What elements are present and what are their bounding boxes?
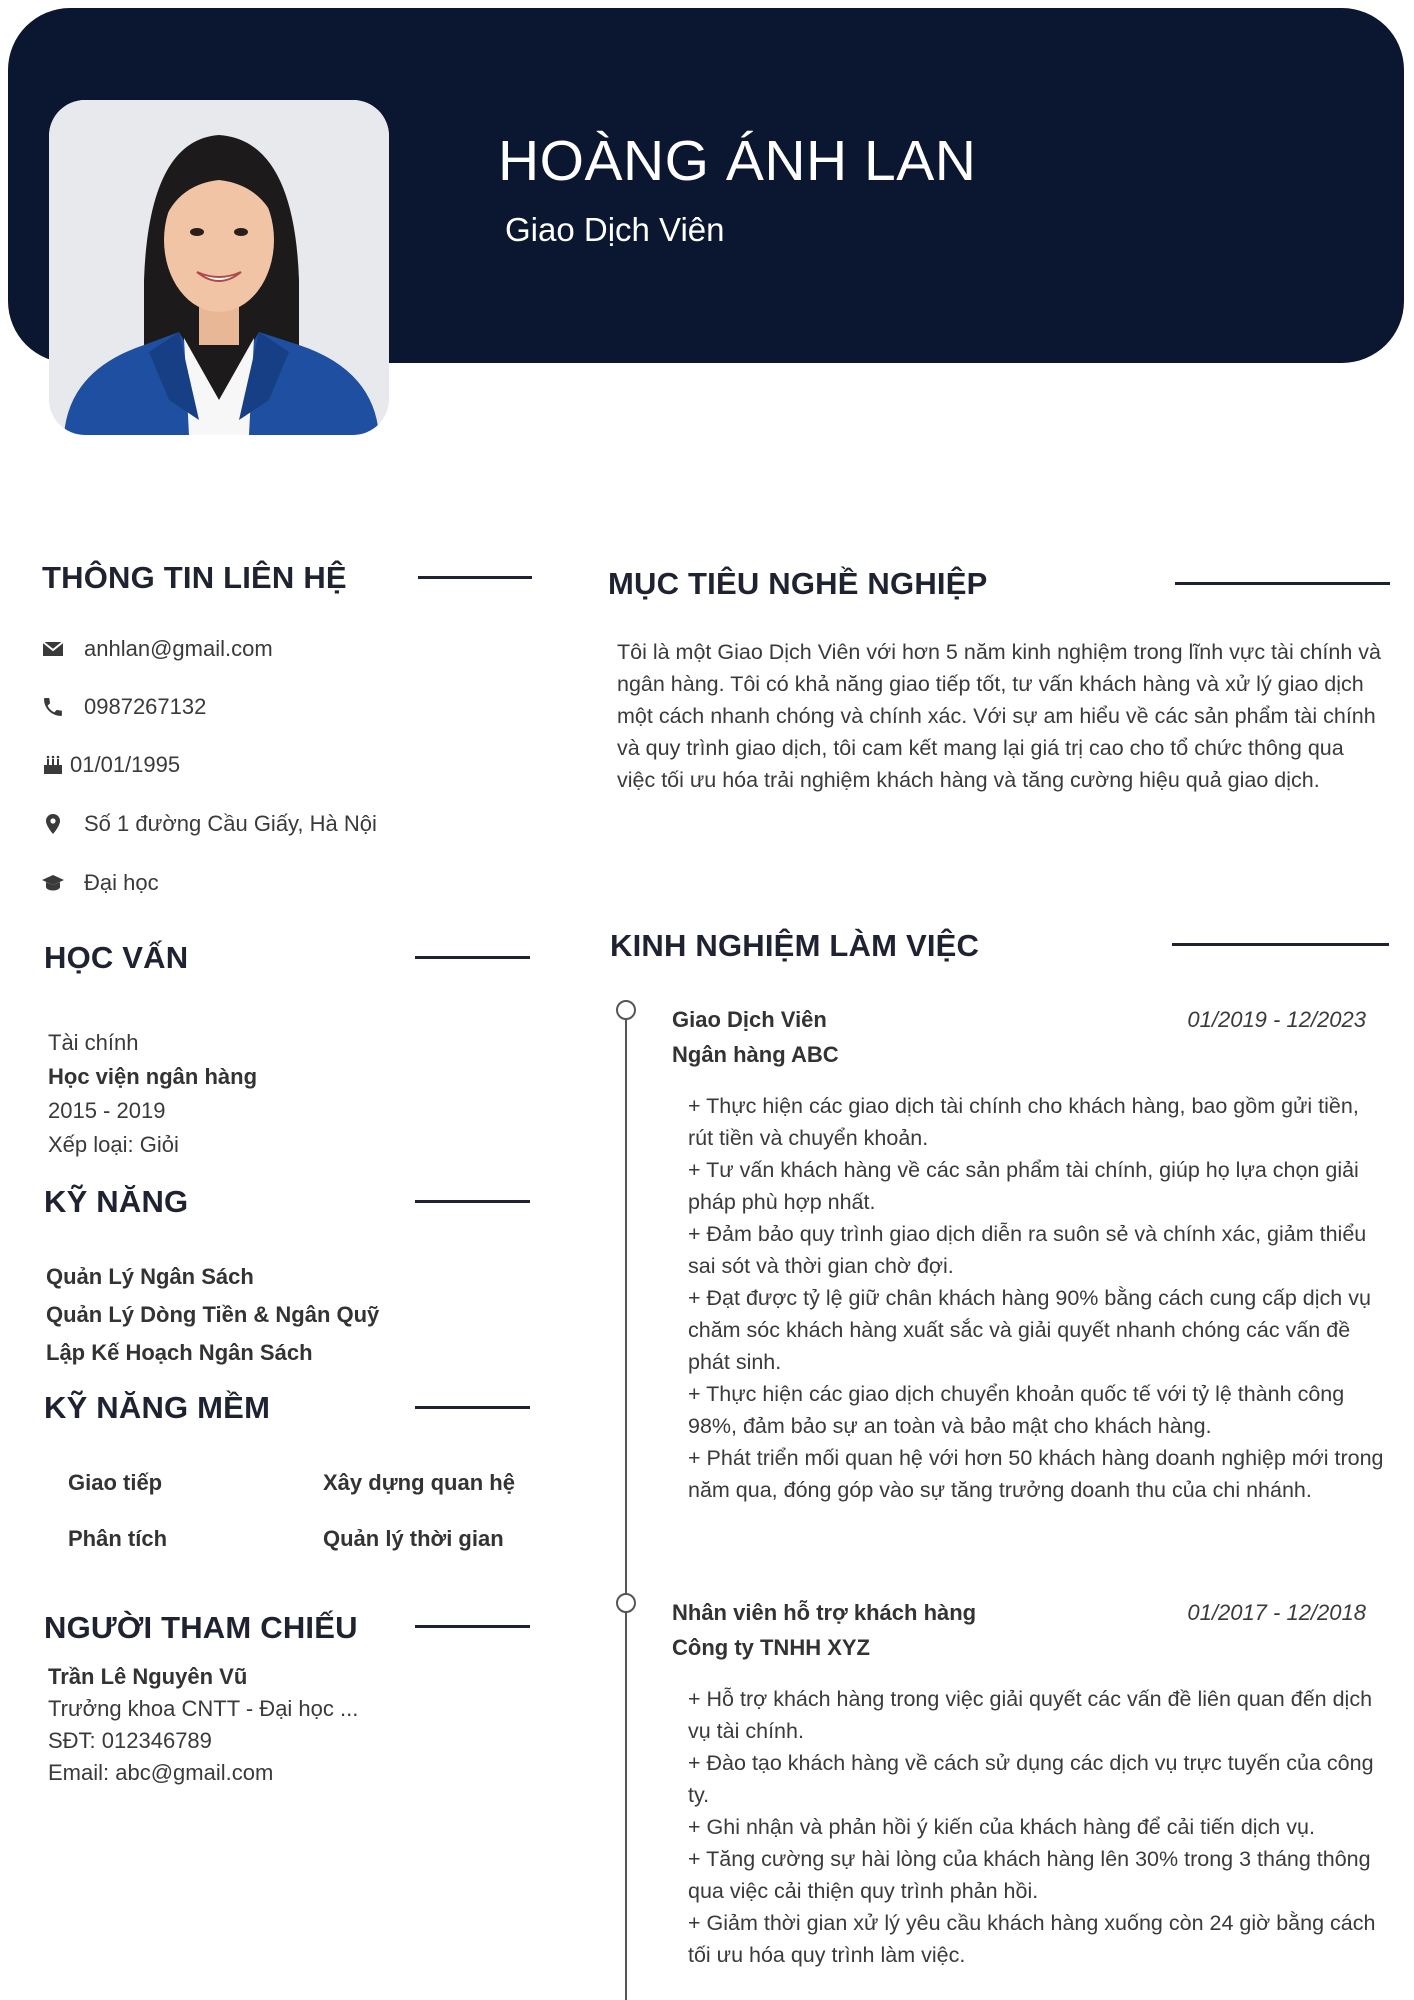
portrait-illustration bbox=[49, 100, 389, 435]
soft-skill-item: Phân tích bbox=[68, 1526, 168, 1551]
envelope-icon bbox=[40, 636, 66, 662]
candidate-job-title: Giao Dịch Viên bbox=[505, 211, 725, 248]
skill-item: Lập Kế Hoạch Ngân Sách bbox=[46, 1340, 313, 1365]
job-duty-item: + Tăng cường sự hài lòng của khách hàng lên 30% trong 3 tháng thông qua việc cải thiện quy trình phản hồi. bbox=[688, 1847, 1371, 1903]
candidate-name: HOÀNG ÁNH LAN bbox=[498, 129, 977, 193]
job-duty-item: + Thực hiện các giao dịch chuyển khoản quốc tế với tỷ lệ thành công 98%, đảm bảo sự an toàn và bảo mật cho khách hàng. bbox=[688, 1382, 1345, 1438]
education-heading: HỌC VẤN bbox=[44, 940, 189, 975]
reference-email[interactable]: Email: abc@gmail.com bbox=[48, 1760, 274, 1785]
timeline-dot bbox=[616, 1593, 636, 1613]
reference-phone: SĐT: 012346789 bbox=[48, 1728, 212, 1753]
education-years: 2015 - 2019 bbox=[48, 1098, 166, 1123]
reference-role: Trưởng khoa CNTT - Đại học ... bbox=[48, 1696, 359, 1721]
reference-name: Trần Lê Nguyên Vũ bbox=[48, 1664, 248, 1689]
education-heading-rule bbox=[415, 956, 530, 959]
soft-skill-item: Xây dựng quan hệ bbox=[323, 1470, 515, 1495]
job-duty-item: + Giảm thời gian xử lý yêu cầu khách hàng xuống còn 24 giờ bằng cách tối ưu hóa quy trình làm việc. bbox=[688, 1911, 1376, 1967]
job-company: Công ty TNHH XYZ bbox=[672, 1635, 870, 1660]
job-duty-item: + Ghi nhận và phản hồi ý kiến của khách hàng để cải tiến dịch vụ. bbox=[688, 1815, 1315, 1839]
soft-skills-heading-rule bbox=[415, 1406, 530, 1409]
job-position: Giao Dịch Viên bbox=[672, 1007, 827, 1032]
job-company: Ngân hàng ABC bbox=[672, 1042, 839, 1067]
contact-email-row bbox=[40, 636, 273, 662]
soft-skill-item: Quản lý thời gian bbox=[323, 1526, 504, 1551]
soft-skill-item: Giao tiếp bbox=[68, 1470, 163, 1495]
contact-birthday: 01/01/1995 bbox=[70, 752, 181, 777]
reference-heading-rule bbox=[415, 1625, 530, 1628]
contact-phone-row bbox=[40, 694, 206, 720]
education-school: Học viện ngân hàng bbox=[48, 1064, 258, 1089]
job-duties-list bbox=[688, 1683, 1388, 1971]
contact-phone[interactable]: 0987267132 bbox=[84, 694, 207, 719]
education-major: Tài chính bbox=[48, 1030, 139, 1055]
soft-skills-heading: KỸ NĂNG MỀM bbox=[44, 1390, 271, 1425]
experience-heading-rule bbox=[1172, 943, 1389, 946]
timeline-dot bbox=[616, 1000, 636, 1020]
skills-heading: KỸ NĂNG bbox=[44, 1184, 189, 1219]
objective-heading: MỤC TIÊU NGHỀ NGHIỆP bbox=[608, 566, 988, 601]
contact-heading: THÔNG TIN LIÊN HỆ bbox=[42, 560, 347, 595]
experience-timeline bbox=[625, 1006, 627, 2000]
job-period: 01/2017 - 12/2018 bbox=[1187, 1600, 1366, 1625]
job-duties-list bbox=[688, 1090, 1388, 1506]
job-duty-item: + Đạt được tỷ lệ giữ chân khách hàng 90% bằng cách cung cấp dịch vụ chăm sóc khách hàng xuất sắc và giải quyết nhanh chóng các vấn đề phát sinh. bbox=[688, 1286, 1371, 1374]
contact-email[interactable]: anhlan@gmail.com bbox=[84, 636, 273, 661]
skill-item: Quản Lý Ngân Sách bbox=[46, 1264, 254, 1289]
contact-degree: Đại học bbox=[84, 870, 159, 895]
education-grade: Xếp loại: Giỏi bbox=[48, 1132, 179, 1157]
profile-photo bbox=[49, 100, 389, 435]
contact-address-row bbox=[40, 811, 377, 837]
graduation-cap-icon bbox=[40, 870, 66, 896]
job-position: Nhân viên hỗ trợ khách hàng bbox=[672, 1600, 977, 1625]
job-duty-item: + Đảm bảo quy trình giao dịch diễn ra suôn sẻ và chính xác, giảm thiểu sai sót và thời gian chờ đợi. bbox=[688, 1222, 1367, 1278]
objective-heading-rule bbox=[1175, 582, 1390, 585]
skill-item: Quản Lý Dòng Tiền & Ngân Quỹ bbox=[46, 1302, 380, 1327]
skills-heading-rule bbox=[415, 1200, 530, 1203]
contact-address: Số 1 đường Cầu Giấy, Hà Nội bbox=[84, 811, 377, 836]
reference-heading: NGƯỜI THAM CHIẾU bbox=[44, 1610, 358, 1645]
job-duty-item: + Đào tạo khách hàng về cách sử dụng các dịch vụ trực tuyến của công ty. bbox=[688, 1751, 1374, 1807]
birthday-cake-icon bbox=[40, 752, 66, 778]
job-duty-item: + Hỗ trợ khách hàng trong việc giải quyết các vấn đề liên quan đến dịch vụ tài chính. bbox=[688, 1687, 1373, 1743]
contact-heading-rule bbox=[418, 576, 532, 579]
contact-degree-row bbox=[40, 870, 159, 896]
job-duty-item: + Tư vấn khách hàng về các sản phẩm tài chính, giúp họ lựa chọn giải pháp phù hợp nhất. bbox=[688, 1158, 1359, 1214]
objective-text: Tôi là một Giao Dịch Viên với hơn 5 năm kinh nghiệm trong lĩnh vực tài chính và ngân hàng. Tôi có khả năng giao tiếp tốt, tư vấn khách hàng và xử lý giao dịch một cách nhanh chóng và chính xác. Với sự am hiểu về các sản phẩm tài chính và quy trình giao dịch, tôi cam kết mang lại giá trị cao cho tổ chức thông qua việc tối ưu hóa trải nghiệm khách hàng và tăng cường hiệu quả giao dịch. bbox=[617, 640, 1382, 792]
phone-icon bbox=[40, 694, 66, 720]
contact-birthday-row bbox=[40, 752, 180, 778]
job-duty-item: + Phát triển mối quan hệ với hơn 50 khách hàng doanh nghiệp mới trong năm qua, đóng góp vào sự tăng trưởng doanh thu của chi nhánh. bbox=[688, 1446, 1384, 1502]
job-period: 01/2019 - 12/2023 bbox=[1187, 1007, 1366, 1032]
map-pin-icon bbox=[40, 811, 66, 837]
job-duty-item: + Thực hiện các giao dịch tài chính cho khách hàng, bao gồm gửi tiền, rút tiền và chuyển khoản. bbox=[688, 1094, 1359, 1150]
experience-heading: KINH NGHIỆM LÀM VIỆC bbox=[610, 928, 980, 963]
